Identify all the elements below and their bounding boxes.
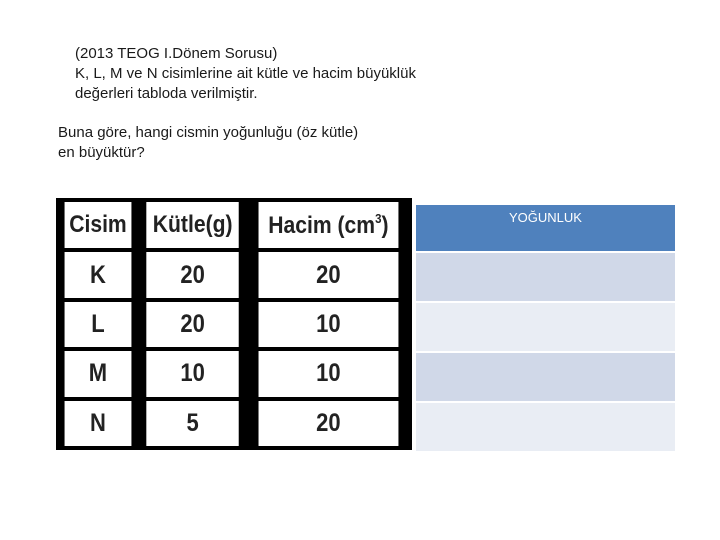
cell-cisim: M [65, 351, 132, 396]
table-header-row [60, 202, 408, 248]
cell-cisim: N [65, 401, 132, 446]
cell-hacim: 10 [259, 302, 399, 347]
density-row [416, 303, 675, 351]
question-text [58, 123, 458, 163]
question-line-2: en büyüktür? [58, 144, 145, 161]
cell-cisim: K [65, 252, 132, 297]
density-header-row [416, 205, 675, 251]
table-row [60, 302, 408, 347]
header-hacim [259, 202, 399, 248]
header-hacim-exponent: 3 [375, 210, 382, 226]
cell-kutle: 20 [146, 302, 239, 347]
density-row [416, 353, 675, 401]
cell-cisim: L [65, 302, 132, 347]
intro-text [75, 44, 495, 104]
cell-hacim: 20 [259, 252, 399, 297]
cell-hacim: 10 [259, 351, 399, 396]
density-row [416, 253, 675, 301]
header-cisim: Cisim [65, 202, 132, 248]
table-row [60, 252, 408, 297]
intro-line-source: (2013 TEOG I.Dönem Sorusu) [75, 45, 278, 62]
table-row [60, 401, 408, 446]
cell-kutle: 5 [146, 401, 239, 446]
density-cell [416, 353, 675, 401]
cell-kutle: 10 [146, 351, 239, 396]
density-cell [416, 303, 675, 351]
cell-kutle: 20 [146, 252, 239, 297]
intro-line-description: K, L, M ve N cisimlerine ait kütle ve hacim büyüklük [75, 65, 416, 82]
mass-volume-table [56, 198, 412, 450]
table-row [60, 351, 408, 396]
density-cell [416, 253, 675, 301]
density-cell [416, 403, 675, 451]
header-hacim-close: ) [381, 211, 389, 239]
intro-line-description-cont: değerleri tabloda verilmiştir. [75, 85, 258, 102]
density-table [416, 203, 675, 453]
question-line-1: Buna göre, hangi cismin yoğunluğu (öz kütle) [58, 124, 359, 141]
density-header: YOĞUNLUK [416, 205, 675, 251]
header-hacim-text: Hacim (cm [268, 211, 376, 239]
header-kutle: Kütle(g) [146, 202, 239, 248]
cell-hacim: 20 [259, 401, 399, 446]
density-row [416, 403, 675, 451]
